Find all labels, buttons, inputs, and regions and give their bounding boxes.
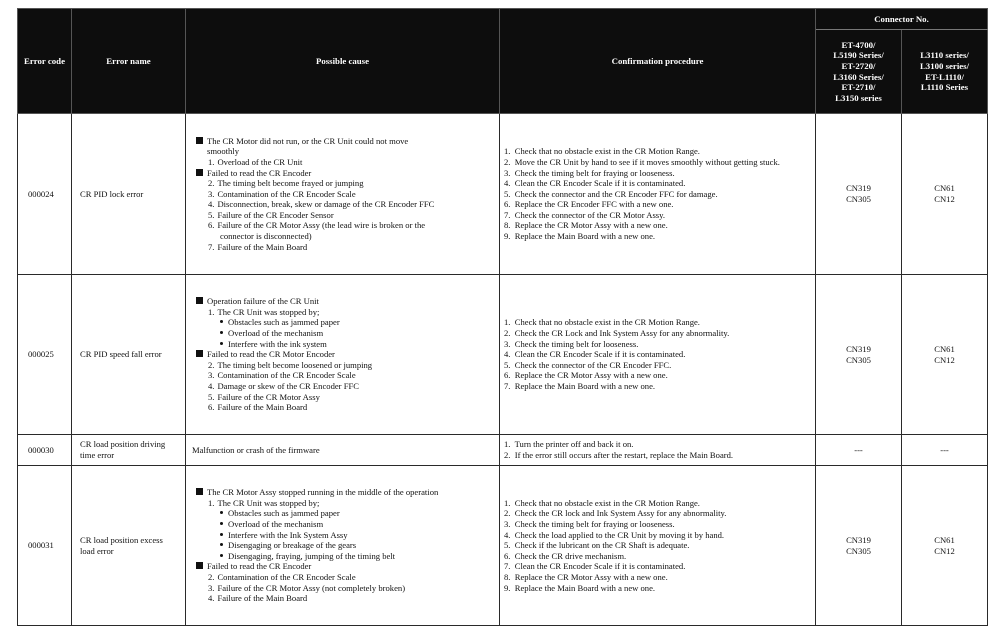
cause-number: 4. <box>208 593 215 604</box>
cause-text: Failure of the Main Board <box>217 593 308 604</box>
cause-number: 3. <box>208 188 215 199</box>
connector-cell-col2 <box>902 466 988 626</box>
possible-cause-cell <box>186 466 500 626</box>
cause-text: Disconnection, break, skew or damage of the CR Encoder FFC <box>217 199 435 210</box>
error-code-cell: 000025 <box>18 275 72 435</box>
connector-cell-col1 <box>816 435 902 466</box>
cause-number: 3. <box>208 370 215 381</box>
connector-value: CN305 <box>846 545 871 556</box>
dot-bullet-icon <box>220 511 223 514</box>
cause-text: Failure of the Main Board <box>217 402 308 413</box>
cause-line <box>190 178 495 189</box>
procedure-step: 6. Check the CR drive mechanism. <box>504 550 627 561</box>
cause-line <box>190 220 495 231</box>
confirmation-procedure-cell <box>500 114 816 275</box>
connector-col1-line: ET-2710/ <box>841 82 876 93</box>
cause-number: 2. <box>208 359 215 370</box>
cause-line <box>190 242 495 253</box>
error-code-table <box>17 8 988 626</box>
connector-value: CN12 <box>934 545 955 556</box>
cause-number: 2. <box>208 571 215 582</box>
cause-text: Failure of the CR Encoder Sensor <box>217 209 334 220</box>
cause-line <box>190 317 495 328</box>
procedure-step: 9. Replace the Main Board with a new one. <box>504 582 656 593</box>
procedure-step: 3. Check the timing belt for fraying or looseness. <box>504 167 675 178</box>
procedure-step: 8. Replace the CR Motor Assy with a new one. <box>504 220 668 231</box>
procedure-step: 1. Turn the printer off and back it on. <box>504 439 634 450</box>
dot-bullet-icon <box>220 522 223 525</box>
procedure-step: 7. Check the connector of the CR Motor Assy. <box>504 209 666 220</box>
cause-line <box>190 349 495 360</box>
connector-value: --- <box>940 444 949 455</box>
cause-text: The CR Unit was stopped by; <box>217 306 320 317</box>
connector-value: CN12 <box>934 194 955 204</box>
cause-text: connector is disconnected) <box>220 231 312 242</box>
cause-text: Operation failure of the CR Unit <box>207 296 319 307</box>
error-code-cell: 000030 <box>18 435 72 466</box>
cause-line <box>190 146 495 157</box>
cause-number: 4. <box>208 199 215 210</box>
cause-number: 6. <box>208 402 215 413</box>
connector-col1-line: L5190 Series/ <box>833 50 884 61</box>
confirmation-procedure-cell <box>500 435 816 466</box>
square-bullet-icon <box>196 350 203 357</box>
square-bullet-icon <box>196 297 203 304</box>
cause-text: Failed to read the CR Encoder <box>207 561 312 572</box>
cause-line <box>190 445 495 456</box>
cause-text: Failure of the Main Board <box>217 241 308 252</box>
cause-text: smoothly <box>207 146 239 157</box>
procedure-step: 6. Replace the CR Encoder FFC with a new one. <box>504 199 674 210</box>
connector-col2-line: L3110 series/ <box>920 50 969 61</box>
error-name-cell: CR load position driving time error <box>72 435 186 466</box>
cause-line <box>190 572 495 583</box>
header-confirmation-procedure: Confirmation procedure <box>500 9 816 114</box>
procedure-step: 5. Check the connector of the CR Encoder FFC. <box>504 359 672 370</box>
cause-line <box>190 339 495 350</box>
dot-bullet-icon <box>220 533 223 536</box>
error-table-container <box>17 8 988 626</box>
cause-line <box>190 583 495 594</box>
procedure-step: 3. Check the timing belt for fraying or looseness. <box>504 519 675 530</box>
cause-number: 1. <box>208 497 215 508</box>
square-bullet-icon <box>196 562 203 569</box>
cause-text: Contamination of the CR Encoder Scale <box>217 571 356 582</box>
connector-cell-col1 <box>816 275 902 435</box>
cause-text: The CR Motor Assy stopped running in the middle of the operation <box>207 487 439 498</box>
cause-text: Obstacles such as jammed paper <box>228 317 340 328</box>
error-name-cell: CR PID speed fall error <box>72 275 186 435</box>
error-code-cell: 000024 <box>18 114 72 275</box>
cause-text: Disengaging or breakage of the gears <box>228 540 357 551</box>
cause-text: Obstacles such as jammed paper <box>228 508 340 519</box>
cause-line <box>190 487 495 498</box>
connector-col1-line: ET-4700/ <box>841 39 876 50</box>
square-bullet-icon <box>196 488 203 495</box>
connector-cell-col1 <box>816 466 902 626</box>
connector-value: CN12 <box>934 354 955 365</box>
procedure-step: 2. Check the CR lock and Ink System Assy for any abnormality. <box>504 508 727 519</box>
cause-number: 1. <box>208 156 215 167</box>
cause-line <box>190 540 495 551</box>
cause-line <box>190 561 495 572</box>
header-connector-no: Connector No. <box>816 9 988 30</box>
cause-line <box>190 519 495 530</box>
cause-line <box>190 328 495 339</box>
table-row <box>18 114 988 275</box>
dot-bullet-icon <box>220 331 223 334</box>
procedure-step: 9. Replace the Main Board with a new one. <box>504 231 656 242</box>
cause-number: 6. <box>208 220 215 231</box>
connector-col1-line: ET-2720/ <box>841 60 876 71</box>
procedure-step: 2. Check the CR Lock and Ink System Assy for any abnormality. <box>504 328 730 339</box>
procedure-step: 8. Replace the CR Motor Assy with a new one. <box>504 571 668 582</box>
connector-value: CN61 <box>934 534 955 545</box>
dot-bullet-icon <box>220 543 223 546</box>
procedure-step: 1. Check that no obstacle exist in the CR Motion Range. <box>504 317 700 328</box>
cause-text: Contamination of the CR Encoder Scale <box>217 188 356 199</box>
cause-line <box>190 508 495 519</box>
cause-number: 7. <box>208 241 215 252</box>
procedure-step: 4. Clean the CR Encoder Scale if it is contaminated. <box>504 349 686 360</box>
cause-text: The CR Unit was stopped by; <box>217 497 320 508</box>
cause-line <box>190 360 495 371</box>
connector-value: CN319 <box>846 343 871 354</box>
cause-number: 3. <box>208 582 215 593</box>
cause-line <box>190 168 495 179</box>
cause-text: Disengaging, fraying, jumping of the timing belt <box>228 550 396 561</box>
cause-text: Failed to read the CR Motor Encoder <box>207 349 335 360</box>
header-error-name: Error name <box>72 9 186 114</box>
connector-value: CN61 <box>934 183 955 194</box>
connector-cell-col2 <box>902 275 988 435</box>
cause-line <box>190 593 495 604</box>
cause-line <box>190 402 495 413</box>
connector-col2-line: L3100 series/ <box>919 60 970 71</box>
error-code-cell: 000031 <box>18 466 72 626</box>
procedure-step: 5. Check the connector and the CR Encoder FFC for damage. <box>504 188 718 199</box>
procedure-step: 3. Check the timing belt for looseness. <box>504 338 639 349</box>
cause-number: 5. <box>208 209 215 220</box>
procedure-step: 2. Move the CR Unit by hand to see if it moves smoothly without getting stuck. <box>504 156 780 167</box>
connector-value: CN319 <box>846 534 871 545</box>
cause-text: The CR Motor did not run, or the CR Unit could not move <box>207 135 409 146</box>
possible-cause-cell <box>186 275 500 435</box>
cause-text: Failure of the CR Motor Assy (not completely broken) <box>217 582 406 593</box>
cause-number: 4. <box>208 380 215 391</box>
cause-line <box>190 530 495 541</box>
procedure-step: 5. Check if the lubricant on the CR Shaft is adequate. <box>504 540 690 551</box>
cause-line <box>190 307 495 318</box>
connector-value: CN305 <box>846 354 871 365</box>
cause-number: 2. <box>208 178 215 189</box>
header-possible-cause: Possible cause <box>186 9 500 114</box>
cause-line <box>190 296 495 307</box>
procedure-step: 4. Check the load applied to the CR Unit by moving it by hand. <box>504 529 725 540</box>
cause-text: Overload of the CR Unit <box>217 156 303 167</box>
cause-line <box>190 199 495 210</box>
table-row <box>18 435 988 466</box>
cause-line <box>190 370 495 381</box>
cause-line <box>190 231 495 242</box>
cause-text: Damage or skew of the CR Encoder FFC <box>217 380 359 391</box>
connector-col1-line: L3160 Series/ <box>833 71 884 82</box>
header-error-code: Error code <box>18 9 72 114</box>
error-name-cell: CR PID lock error <box>72 114 186 275</box>
cause-text: The timing belt become loosened or jumping <box>217 359 373 370</box>
procedure-step: 6. Replace the CR Motor Assy with a new one. <box>504 370 668 381</box>
connector-cell-col2 <box>902 114 988 275</box>
dot-bullet-icon <box>220 342 223 345</box>
square-bullet-icon <box>196 137 203 144</box>
procedure-step: 7. Clean the CR Encoder Scale if it is contaminated. <box>504 561 686 572</box>
dot-bullet-icon <box>220 320 223 323</box>
cause-number: 5. <box>208 391 215 402</box>
cause-line <box>190 210 495 221</box>
procedure-step: 1. Check that no obstacle exist in the CR Motion Range. <box>504 146 700 157</box>
cause-line <box>190 189 495 200</box>
cause-line <box>190 381 495 392</box>
procedure-step: 4. Clean the CR Encoder Scale if it is contaminated. <box>504 178 686 189</box>
connector-cell-col1 <box>816 114 902 275</box>
cause-text: Overload of the mechanism <box>228 328 324 339</box>
cause-line <box>190 136 495 147</box>
connector-cell-col2 <box>902 435 988 466</box>
cause-line <box>190 551 495 562</box>
confirmation-procedure-cell <box>500 466 816 626</box>
cause-text: Failure of the CR Motor Assy <box>217 391 320 402</box>
cause-line <box>190 392 495 403</box>
connector-value: CN61 <box>934 343 955 354</box>
procedure-step: 7. Replace the Main Board with a new one. <box>504 380 656 391</box>
square-bullet-icon <box>196 169 203 176</box>
cause-text: The timing belt become frayed or jumping <box>217 178 364 189</box>
cause-text: Interfere with the ink system <box>228 338 327 349</box>
connector-col1-line: L3150 series <box>835 92 882 103</box>
table-row <box>18 275 988 435</box>
cause-text: Malfunction or crash of the firmware <box>192 444 320 455</box>
confirmation-procedure-cell <box>500 275 816 435</box>
cause-text: Contamination of the CR Encoder Scale <box>217 370 356 381</box>
connector-col2-line: ET-L1110/ <box>925 71 964 82</box>
cause-text: Failure of the CR Motor Assy (the lead wire is broken or the <box>217 220 426 231</box>
connector-value: CN305 <box>846 194 871 204</box>
header-connector-col2 <box>902 30 988 114</box>
possible-cause-cell <box>186 114 500 275</box>
procedure-step: 2. If the error still occurs after the restart, replace the Main Board. <box>504 450 734 460</box>
connector-col2-line: L1110 Series <box>920 82 969 93</box>
cause-number: 1. <box>208 306 215 317</box>
cause-line <box>190 157 495 168</box>
possible-cause-cell <box>186 435 500 466</box>
cause-line <box>190 498 495 509</box>
cause-text: Overload of the mechanism <box>228 519 324 530</box>
dot-bullet-icon <box>220 554 223 557</box>
header-connector-col1 <box>816 30 902 114</box>
cause-text: Failed to read the CR Encoder <box>207 167 312 178</box>
cause-text: Interfere with the Ink System Assy <box>228 529 348 540</box>
connector-value: --- <box>854 444 863 455</box>
procedure-step: 1. Check that no obstacle exist in the CR Motion Range. <box>504 497 700 508</box>
table-row <box>18 466 988 626</box>
error-name-cell: CR load position excess load error <box>72 466 186 626</box>
connector-value: CN319 <box>846 183 871 194</box>
